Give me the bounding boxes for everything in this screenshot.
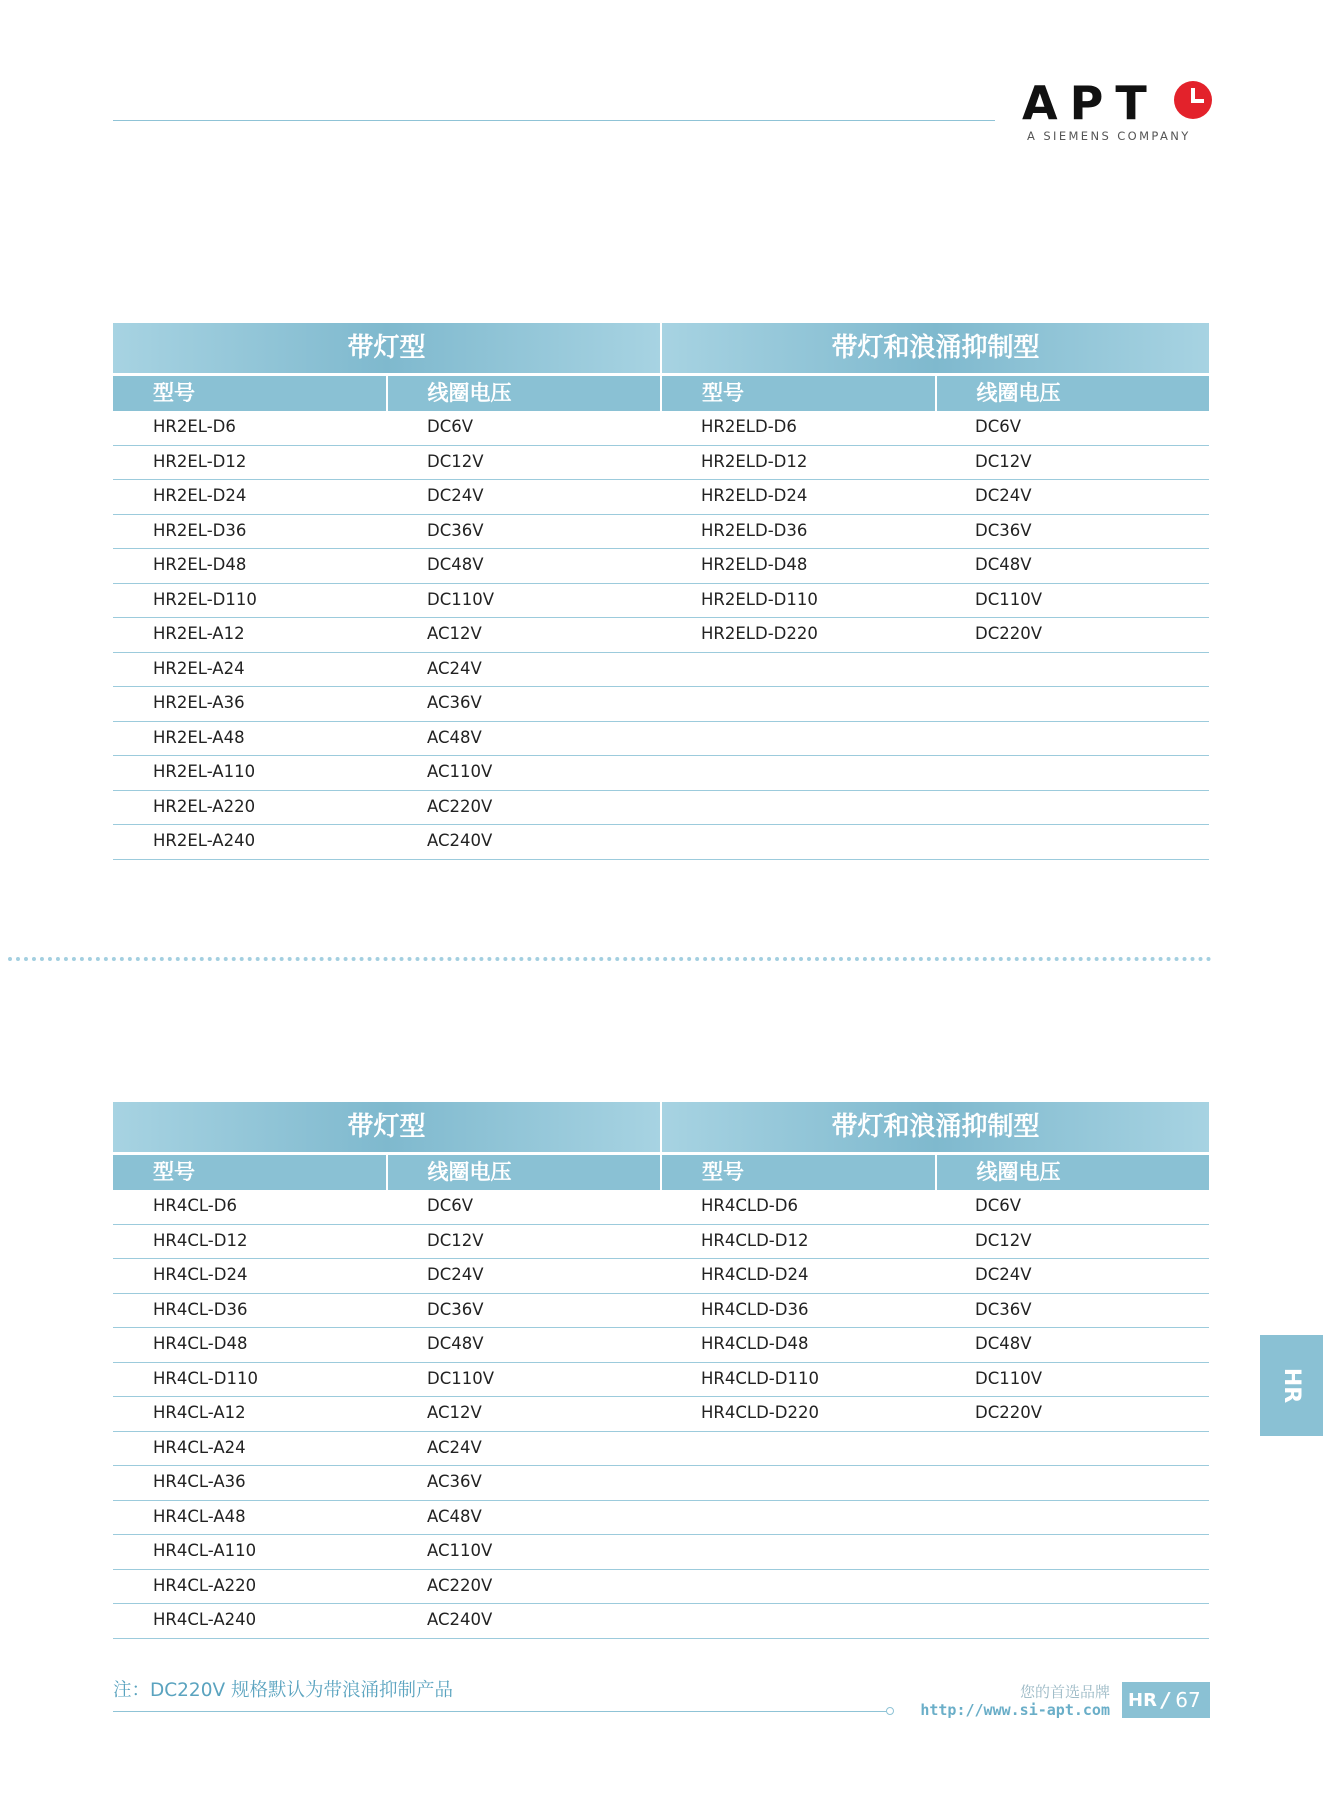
model-cell: [661, 1570, 935, 1604]
model-cell: HR2EL-D48: [153, 555, 247, 574]
model-cell: [661, 756, 935, 790]
voltage-cell: DC24V: [975, 1265, 1032, 1284]
model-cell: HR4CL-A48: [153, 1506, 246, 1526]
model-cell: HR4CLD-D24: [701, 1265, 809, 1284]
model-cell: HR4CL-D48: [153, 1334, 248, 1353]
table-row: [113, 1432, 1209, 1467]
model-cell: HR2ELD-D12: [701, 451, 808, 471]
model-cell: [661, 653, 935, 687]
table-row: [113, 653, 1209, 688]
voltage-cell: DC48V: [975, 555, 1032, 574]
model-cell: HR4CL-A110: [153, 1541, 257, 1560]
model-cell: HR4CL-A36: [153, 1472, 246, 1491]
voltage-cell: AC12V: [427, 624, 482, 643]
model-cell: [661, 1432, 935, 1466]
table-row: [113, 1501, 1209, 1536]
voltage-cell: [935, 1535, 1209, 1569]
voltage-cell: AC24V: [427, 1437, 482, 1457]
voltage-cell: AC110V: [427, 1541, 493, 1560]
model-cell: HR2EL-A48: [153, 727, 245, 747]
voltage-cell: DC48V: [427, 555, 484, 574]
footer-rule: [113, 1711, 889, 1712]
table-row: [113, 1535, 1209, 1570]
side-tab-label: HR: [1278, 1367, 1304, 1404]
table-row: [113, 446, 1209, 481]
apt-logo: [1022, 78, 1212, 146]
table-row: [113, 722, 1209, 757]
model-cell: HR2EL-A110: [153, 762, 256, 781]
table-row: [113, 1259, 1209, 1294]
voltage-cell: [935, 756, 1209, 790]
model-cell: HR4CLD-D36: [701, 1299, 809, 1319]
voltage-cell: DC24V: [427, 1265, 484, 1284]
model-cell: HR4CLD-D110: [701, 1368, 819, 1388]
page-section: HR: [1128, 1689, 1157, 1711]
model-cell: HR2ELD-D24: [701, 486, 808, 505]
table-row: [113, 1570, 1209, 1605]
model-cell: HR4CL-D110: [153, 1368, 258, 1388]
footnote: 注：DC220V 规格默认为带浪涌抑制产品: [113, 1680, 454, 1701]
model-cell: HR2ELD-D36: [701, 520, 808, 540]
table-row: [113, 756, 1209, 791]
voltage-cell: DC36V: [427, 520, 484, 540]
column-header-row: [113, 376, 1209, 411]
footer-slogan: 您的首选品牌: [1019, 1683, 1110, 1701]
group-header-row: [113, 1102, 1209, 1152]
model-cell: HR4CLD-D48: [701, 1334, 809, 1353]
voltage-cell: DC110V: [427, 589, 495, 609]
model-cell: HR2EL-D110: [153, 589, 257, 609]
voltage-cell: AC48V: [427, 1506, 482, 1526]
voltage-cell: DC110V: [427, 1368, 495, 1388]
voltage-cell: AC240V: [427, 1610, 493, 1629]
table-row: [113, 618, 1209, 653]
voltage-cell: DC48V: [975, 1334, 1032, 1353]
voltage-cell: DC36V: [427, 1299, 484, 1319]
voltage-cell: [935, 1570, 1209, 1604]
voltage-cell: DC6V: [427, 1196, 474, 1215]
model-cell: HR2EL-D12: [153, 451, 247, 471]
col-header-model: 型号: [660, 376, 935, 411]
model-cell: HR4CL-D12: [153, 1230, 248, 1250]
voltage-cell: AC240V: [427, 831, 493, 850]
col-header-voltage: 线圈电压: [935, 376, 1210, 411]
model-cell: [661, 1466, 935, 1500]
relay-table-hr2: [113, 323, 1209, 860]
model-cell: HR4CL-D24: [153, 1265, 248, 1284]
table-row: [113, 791, 1209, 826]
table-row: [113, 1190, 1209, 1225]
voltage-cell: [935, 722, 1209, 756]
table-body: [113, 411, 1209, 860]
group-title-with-light: 带灯型: [113, 1102, 660, 1152]
model-cell: HR2EL-A24: [153, 658, 245, 678]
table-row: [113, 1294, 1209, 1329]
model-cell: [661, 1604, 935, 1638]
section-divider: [8, 957, 1212, 961]
voltage-cell: DC6V: [975, 1196, 1022, 1215]
section-side-tab[interactable]: [1260, 1335, 1323, 1436]
table-row: [113, 480, 1209, 515]
model-cell: HR4CL-A240: [153, 1610, 257, 1629]
model-cell: HR4CLD-D12: [701, 1230, 809, 1250]
model-cell: [661, 722, 935, 756]
col-header-model: 型号: [113, 376, 386, 411]
model-cell: HR4CL-D6: [153, 1196, 237, 1215]
voltage-cell: AC110V: [427, 762, 493, 781]
voltage-cell: AC48V: [427, 727, 482, 747]
header-rule: [113, 120, 995, 121]
col-header-model: 型号: [660, 1155, 935, 1190]
voltage-cell: DC36V: [975, 1299, 1032, 1319]
voltage-cell: AC220V: [427, 1575, 493, 1595]
voltage-cell: DC24V: [975, 486, 1032, 505]
model-cell: [661, 1535, 935, 1569]
table-row: [113, 584, 1209, 619]
table-row: [113, 1397, 1209, 1432]
table-row: [113, 1225, 1209, 1260]
model-cell: HR4CL-A220: [153, 1575, 257, 1595]
voltage-cell: DC12V: [975, 451, 1032, 471]
voltage-cell: DC6V: [975, 417, 1022, 436]
model-cell: HR2EL-D36: [153, 520, 247, 540]
voltage-cell: [935, 1466, 1209, 1500]
model-cell: [661, 791, 935, 825]
footer-url-link[interactable]: http://www.si-apt.com: [920, 1701, 1110, 1719]
model-cell: HR2ELD-D110: [701, 589, 818, 609]
page-indicator: [1122, 1682, 1210, 1718]
group-title-light-surge: 带灯和浪涌抑制型: [660, 1102, 1209, 1152]
model-cell: [661, 825, 935, 859]
voltage-cell: DC110V: [975, 589, 1043, 609]
footer-rule-end-dot: [886, 1707, 894, 1715]
model-cell: HR2ELD-D220: [701, 624, 818, 643]
model-cell: HR4CL-D36: [153, 1299, 248, 1319]
model-cell: HR4CLD-D220: [701, 1403, 819, 1422]
voltage-cell: [935, 1501, 1209, 1535]
model-cell: HR2ELD-D6: [701, 417, 797, 436]
table-row: [113, 1328, 1209, 1363]
voltage-cell: DC12V: [427, 1230, 484, 1250]
voltage-cell: DC110V: [975, 1368, 1043, 1388]
col-header-voltage: 线圈电压: [935, 1155, 1210, 1190]
table-row: [113, 825, 1209, 860]
voltage-cell: AC12V: [427, 1403, 482, 1422]
model-cell: HR2EL-A36: [153, 693, 245, 712]
voltage-cell: DC24V: [427, 486, 484, 505]
logo-word: APT: [1022, 76, 1159, 130]
relay-table-hr4: [113, 1102, 1209, 1639]
voltage-cell: DC12V: [427, 451, 484, 471]
voltage-cell: [935, 653, 1209, 687]
model-cell: HR4CL-A24: [153, 1437, 246, 1457]
voltage-cell: DC12V: [975, 1230, 1032, 1250]
logo-tagline: A SIEMENS COMPANY: [1027, 129, 1191, 143]
col-header-voltage: 线圈电压: [386, 376, 661, 411]
model-cell: HR2EL-A12: [153, 624, 245, 643]
model-cell: HR2EL-D6: [153, 417, 236, 436]
model-cell: HR2ELD-D48: [701, 555, 808, 574]
voltage-cell: [935, 791, 1209, 825]
group-title-light-surge: 带灯和浪涌抑制型: [660, 323, 1209, 373]
page-separator: /: [1161, 1688, 1170, 1712]
column-header-row: [113, 1155, 1209, 1190]
model-cell: HR2EL-A220: [153, 796, 256, 816]
col-header-voltage: 线圈电压: [386, 1155, 661, 1190]
table-body: [113, 1190, 1209, 1639]
voltage-cell: DC6V: [427, 417, 474, 436]
table-row: [113, 1604, 1209, 1639]
clock-logo-icon: [1173, 80, 1213, 120]
model-cell: [661, 687, 935, 721]
voltage-cell: DC220V: [975, 624, 1043, 643]
table-row: [113, 411, 1209, 446]
model-cell: HR4CL-A12: [153, 1403, 246, 1422]
table-row: [113, 1363, 1209, 1398]
table-row: [113, 549, 1209, 584]
voltage-cell: AC24V: [427, 658, 482, 678]
voltage-cell: [935, 687, 1209, 721]
model-cell: HR2EL-D24: [153, 486, 247, 505]
model-cell: HR4CLD-D6: [701, 1196, 798, 1215]
voltage-cell: [935, 825, 1209, 859]
voltage-cell: DC220V: [975, 1403, 1043, 1422]
voltage-cell: AC220V: [427, 796, 493, 816]
table-row: [113, 1466, 1209, 1501]
voltage-cell: DC48V: [427, 1334, 484, 1353]
voltage-cell: [935, 1604, 1209, 1638]
col-header-model: 型号: [113, 1155, 386, 1190]
page-number: 67: [1175, 1688, 1201, 1712]
voltage-cell: AC36V: [427, 1472, 482, 1491]
table-row: [113, 687, 1209, 722]
voltage-cell: [935, 1432, 1209, 1466]
group-title-with-light: 带灯型: [113, 323, 660, 373]
voltage-cell: DC36V: [975, 520, 1032, 540]
model-cell: [661, 1501, 935, 1535]
model-cell: HR2EL-A240: [153, 831, 256, 850]
voltage-cell: AC36V: [427, 693, 482, 712]
table-row: [113, 515, 1209, 550]
group-header-row: [113, 323, 1209, 373]
